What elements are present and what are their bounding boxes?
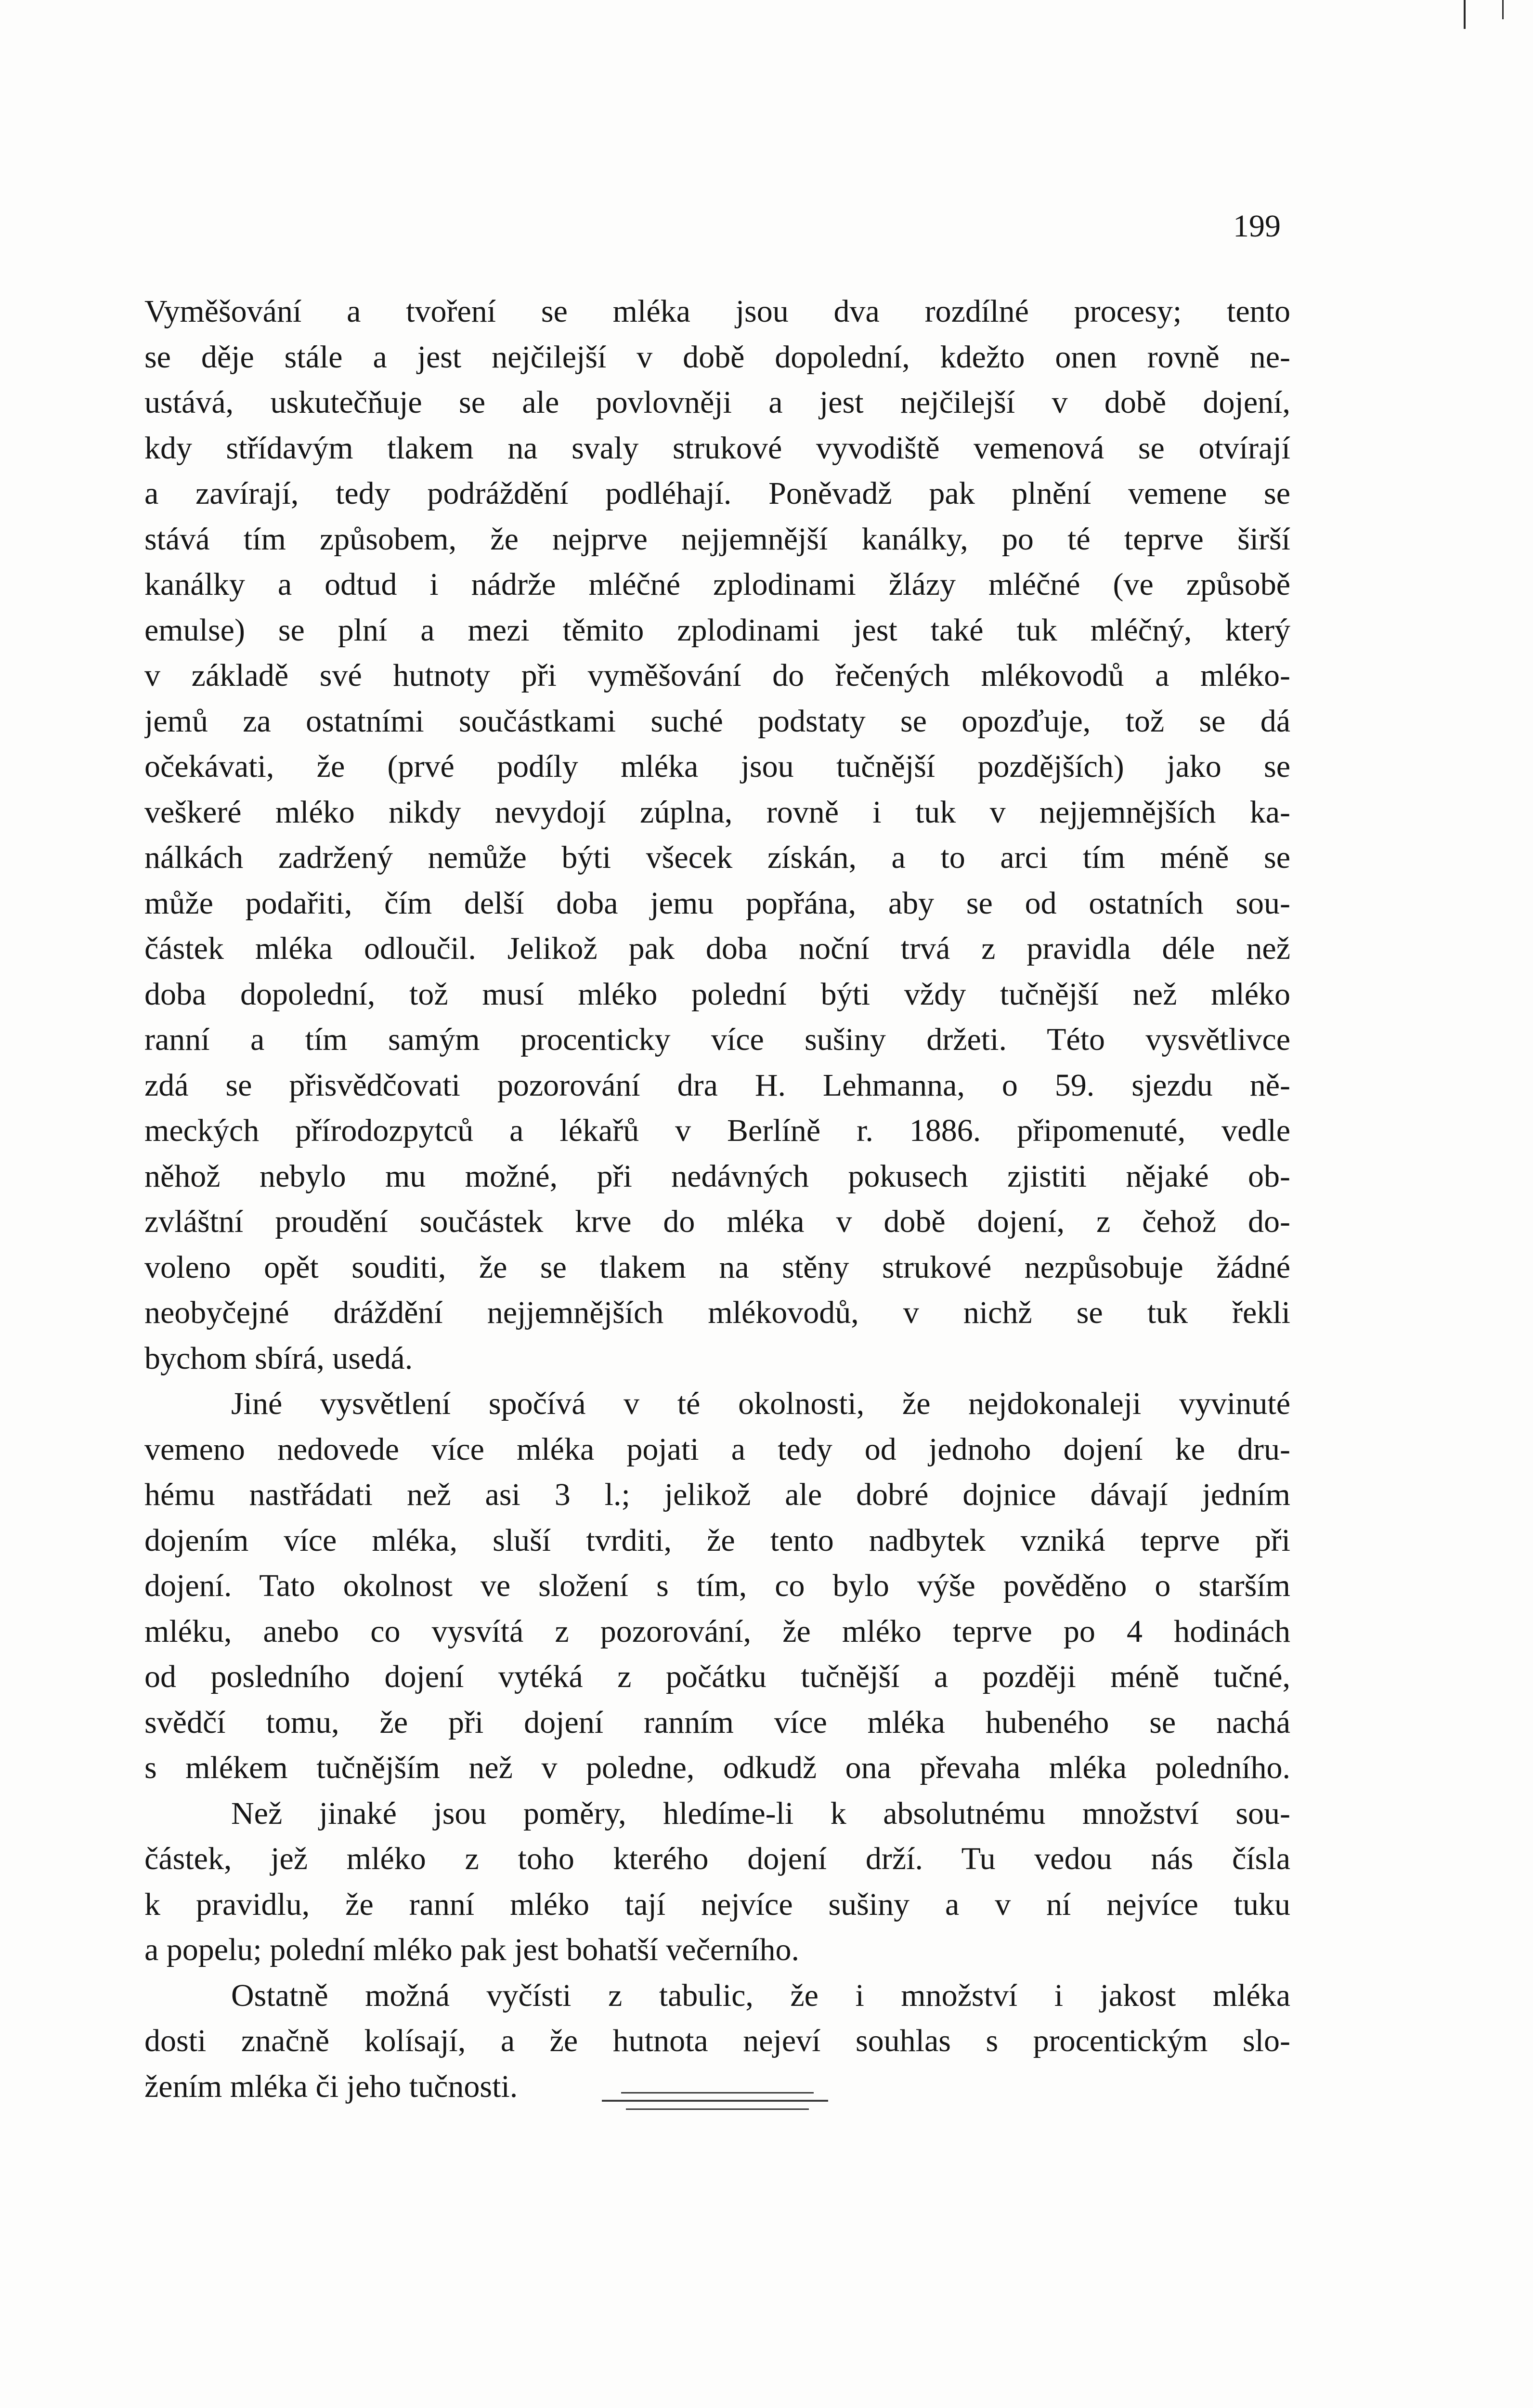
text-line: vemeno nedovede více mléka pojati a tedy od jednoho dojení ke dru-	[144, 1431, 1290, 1467]
text-line: hému nastřádati než asi 3 l.; jelikož ale dobré dojnice dávají jedním	[144, 1477, 1290, 1512]
text-line: Ostatně možná vyčísti z tabulic, že i množství i jakost mléka	[231, 1977, 1290, 2013]
text-line: a popelu; polední mléko pak jest bohatší večerního.	[144, 1932, 799, 1967]
text-line: voleno opět souditi, že se tlakem na stěny strukové nezpůsobuje žádné	[144, 1249, 1290, 1285]
text-line: Než jinaké jsou poměry, hledíme-li k absolutnému množství sou-	[231, 1795, 1290, 1831]
end-ornament-rule	[621, 2092, 814, 2094]
text-line: kanálky a odtud i nádrže mléčné zplodinami žlázy mléčné (ve způsobě	[144, 567, 1290, 602]
text-line: a zavírají, tedy podráždění podléhají. Poněvadž pak plnění vemene se	[144, 476, 1290, 511]
text-line: očekávati, že (prvé podíly mléka jsou tučnější pozdějších) jako se	[144, 749, 1290, 784]
text-line: Vyměšování a tvoření se mléka jsou dva rozdílné procesy; tento	[144, 294, 1290, 329]
text-line: ranní a tím samým procenticky více sušiny držeti. Této vysvětlivce	[144, 1022, 1290, 1057]
text-line: zdá se přisvědčovati pozorování dra H. Lehmanna, o 59. sjezdu ně-	[144, 1067, 1290, 1103]
text-line: se děje stále a jest nejčilejší v době dopolední, kdežto onen rovně ne-	[144, 339, 1290, 375]
end-ornament-rule	[626, 2108, 809, 2110]
text-line: svědčí tomu, že při dojení ranním více mléka hubeného se nachá	[144, 1704, 1290, 1740]
text-line: jemů za ostatními součástkami suché podstaty se opozďuje, tož se dá	[144, 703, 1290, 739]
body-text	[144, 289, 1290, 2109]
text-line: bychom sbírá, usedá.	[144, 1340, 413, 1376]
text-line: částek mléka odloučil. Jelikož pak doba noční trvá z pravidla déle než	[144, 931, 1290, 966]
text-line: s mlékem tučnějším než v poledne, odkudž ona převaha mléka poledního.	[144, 1750, 1290, 1785]
scan-edge-mark	[1464, 0, 1466, 29]
text-line: meckých přírodozpytců a lékařů v Berlíně r. 1886. připomenuté, vedle	[144, 1113, 1290, 1148]
text-line: částek, jež mléko z toho kterého dojení drží. Tu vedou nás čísla	[144, 1841, 1290, 1876]
text-line: k pravidlu, že ranní mléko tají nejvíce sušiny a v ní nejvíce tuku	[144, 1886, 1290, 1922]
page-number: 199	[1233, 209, 1281, 244]
paragraph-1	[144, 289, 1290, 1381]
text-line: neobyčejné dráždění nejjemnějších mlékovodů, v nichž se tuk řekli	[144, 1295, 1290, 1330]
text-line: kdy střídavým tlakem na svaly strukové vyvodiště vemenová se otvírají	[144, 430, 1290, 466]
paragraph-4	[144, 1973, 1290, 2110]
text-line: od posledního dojení vytéká z počátku tučnější a později méně tučné,	[144, 1659, 1290, 1694]
text-line: veškeré mléko nikdy nevydojí zúplna, rovně i tuk v nejjemnějších ka-	[144, 794, 1290, 830]
text-line: ustává, uskutečňuje se ale povlovněji a jest nejčilejší v době dojení,	[144, 385, 1290, 420]
text-line: emulse) se plní a mezi těmito zplodinami jest také tuk mléčný, který	[144, 612, 1290, 648]
text-line: může podařiti, čím delší doba jemu popřána, aby se od ostatních sou-	[144, 885, 1290, 921]
text-line: doba dopolední, tož musí mléko polední býti vždy tučnější než mléko	[144, 976, 1290, 1012]
paragraph-3	[144, 1791, 1290, 1973]
paragraph-2	[144, 1381, 1290, 1791]
text-line: nálkách zadržený nemůže býti všecek získán, a to arci tím méně se	[144, 840, 1290, 875]
text-line: stává tím způsobem, že nejprve nejjemnější kanálky, po té teprve širší	[144, 521, 1290, 557]
text-line: žením mléka či jeho tučnosti.	[144, 2068, 518, 2104]
text-line: zvláštní proudění součástek krve do mléka v době dojení, z čehož do-	[144, 1204, 1290, 1239]
text-line: něhož nebylo mu možné, při nedávných pokusech zjistiti nějaké ob-	[144, 1158, 1290, 1194]
text-line: Jiné vysvětlení spočívá v té okolnosti, že nejdokonaleji vyvinuté	[231, 1386, 1290, 1421]
scan-edge-mark	[1502, 0, 1504, 19]
text-line: dojením více mléka, sluší tvrditi, že tento nadbytek vzniká teprve při	[144, 1522, 1290, 1558]
text-line: dosti značně kolísají, a že hutnota nejeví souhlas s procentickým slo-	[144, 2023, 1290, 2058]
text-line: dojení. Tato okolnost ve složení s tím, co bylo výše pověděno o starším	[144, 1568, 1290, 1603]
end-ornament-rule	[602, 2100, 828, 2102]
text-line: v základě své hutnoty při vyměšování do řečených mlékovodů a mléko-	[144, 658, 1290, 693]
text-line: mléku, anebo co vysvítá z pozorování, že mléko teprve po 4 hodinách	[144, 1613, 1290, 1649]
